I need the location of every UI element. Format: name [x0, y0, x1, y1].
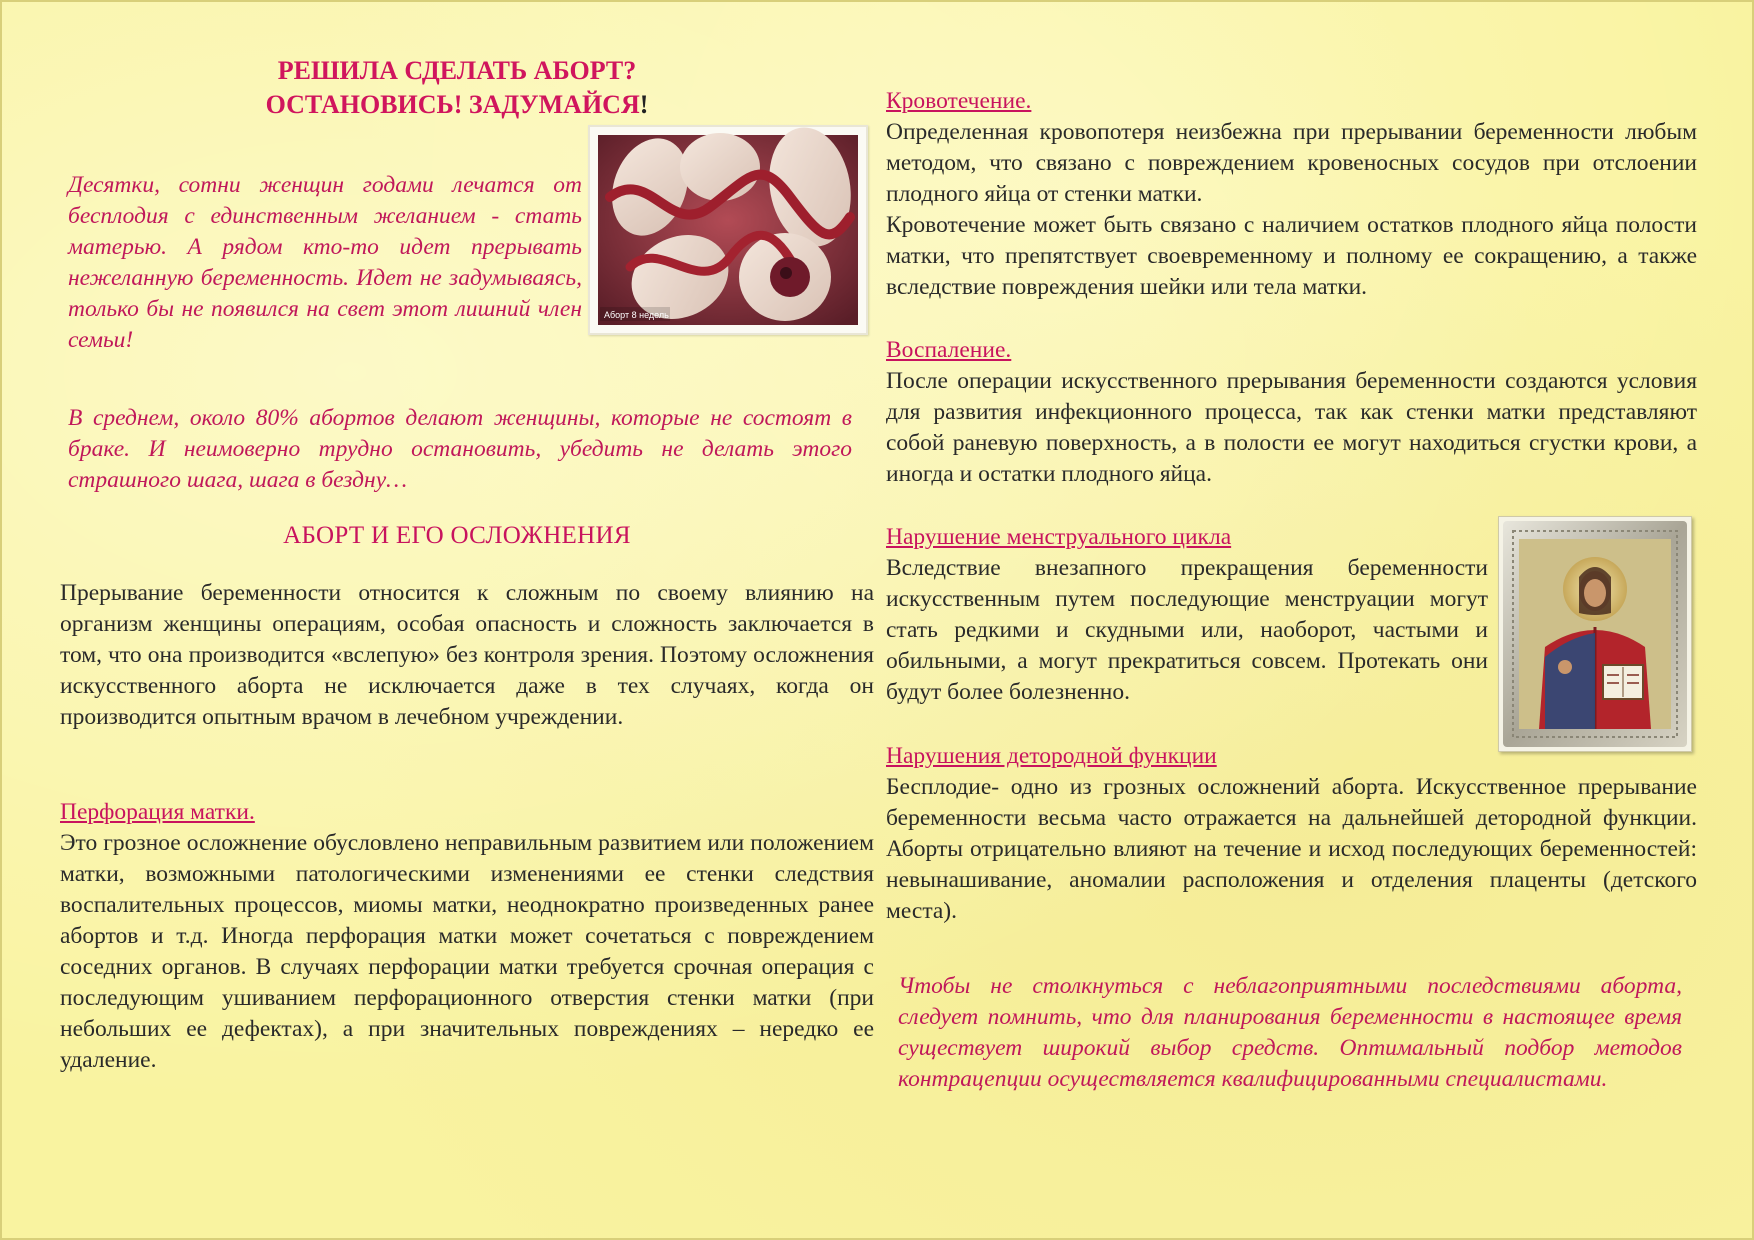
complication-inflammation-title: Воспаление.	[886, 337, 1012, 363]
complication-reproductive-text: Бесплодие- одно из грозных осложнений аборта. Искусственное прерывание беременности весьма часто отражается на дальнейшей детородной функции. Аборты отрицательно влияют на течение и исход последующих беременностей: невынашивание, аномалии расположения и отделения плаценты (детского места).	[886, 774, 1697, 924]
complication-bleeding-text: Определенная кровопотеря неизбежна при прерывании беременности любым методом, что связано с повреждением кровеносных сосудов при отслоении плодного яйца от стенки матки.	[886, 119, 1697, 207]
abortion-photo-frame	[588, 125, 868, 335]
icon-image-frame	[1498, 516, 1692, 752]
headline-line-2-text: ОСТАНОВИСЬ! ЗАДУМАЙСЯ	[265, 90, 640, 119]
complication-perforation-text: Это грозное осложнение обусловлено неправильным развитием или положением матки, возможными патологическими изменениями ее стенки следствия воспалительных процессов, миомы матки, неоднократно произведенных ранее абортов и т.д. Иногда перфорация матки может сочетаться с повреждением соседних органов. В случаях перфорации матки требуется срочная операция с последующим ушиванием перфорационного отверстия стенки матки (при небольших ее дефектах), а при значительных повреждениях – нередко ее удаление.	[60, 830, 874, 1073]
complication-bleeding-title: Кровотечение.	[886, 88, 1032, 114]
closing-paragraph: Чтобы не столкнуться с неблагоприятными последствиями аборта, следует помнить, что для планирования беременности в настоящее время существует широкий выбор средств. Оптимальный подбор методов контрацепции осуществляется квалифицированными специалистами.	[898, 973, 1682, 1092]
intro-paragraph-2: В среднем, около 80% абортов делают женщины, которые не состоят в браке. И неимоверно трудно остановить, убедить не делать этого страшного шага, шага в бездну…	[68, 405, 852, 493]
complication-reproductive-title: Нарушения детородной функции	[886, 743, 1217, 769]
complication-perforation-title: Перфорация матки.	[60, 799, 255, 825]
headline-line-2	[152, 88, 762, 122]
leaflet-headline	[152, 54, 762, 122]
complication-menstrual-text: Вследствие внезапного прекращения беременности искусственным путем последующие менструации могут стать редкими и скудными или, наоборот, частыми и обильными, а могут прекратиться совсем. Протекать они будут более болезненно.	[886, 555, 1488, 705]
religious-icon-image	[1499, 517, 1691, 751]
abortion-photo	[590, 127, 866, 333]
section-title: АБОРТ И ЕГО ОСЛОЖНЕНИЯ	[283, 522, 631, 549]
complication-bleeding-text-2: Кровотечение может быть связано с наличием остатков плодного яйца полости матки, что препятствует своевременному и полному ее сокращению, а также вследствие повреждения шейки или тела матки.	[886, 212, 1697, 300]
photo-caption: Аборт 8 недель	[604, 310, 669, 320]
complication-menstrual-title: Нарушение менструального цикла	[886, 524, 1232, 550]
complication-inflammation-text: После операции искусственного прерывания беременности создаются условия для развития инфекционного процесса, так как стенки матки представляют собой раневую поверхность, а в полости ее могут находиться сгустки крови, а иногда и остатки плодного яйца.	[886, 368, 1697, 487]
section-intro: Прерывание беременности относится к сложным по своему влиянию на организм женщины операциям, особая опасность и сложность заключается в том, что она производится «вслепую» без контроля зрения. Поэтому осложнения искусственного аборта не исключается даже в тех случаях, когда он производится опытным врачом в лечебном учреждении.	[60, 580, 874, 730]
headline-line-1: РЕШИЛА СДЕЛАТЬ АБОРТ?	[277, 56, 637, 85]
headline-line-2-tail: !	[639, 90, 649, 119]
intro-paragraph-1: Десятки, сотни женщин годами лечатся от бесплодия с единственным желанием - стать матерью. А рядом кто-то идет прерывать нежеланную беременность. Идет не задумываясь, только бы не появился на свет этот лишний член семьи!	[68, 172, 582, 353]
